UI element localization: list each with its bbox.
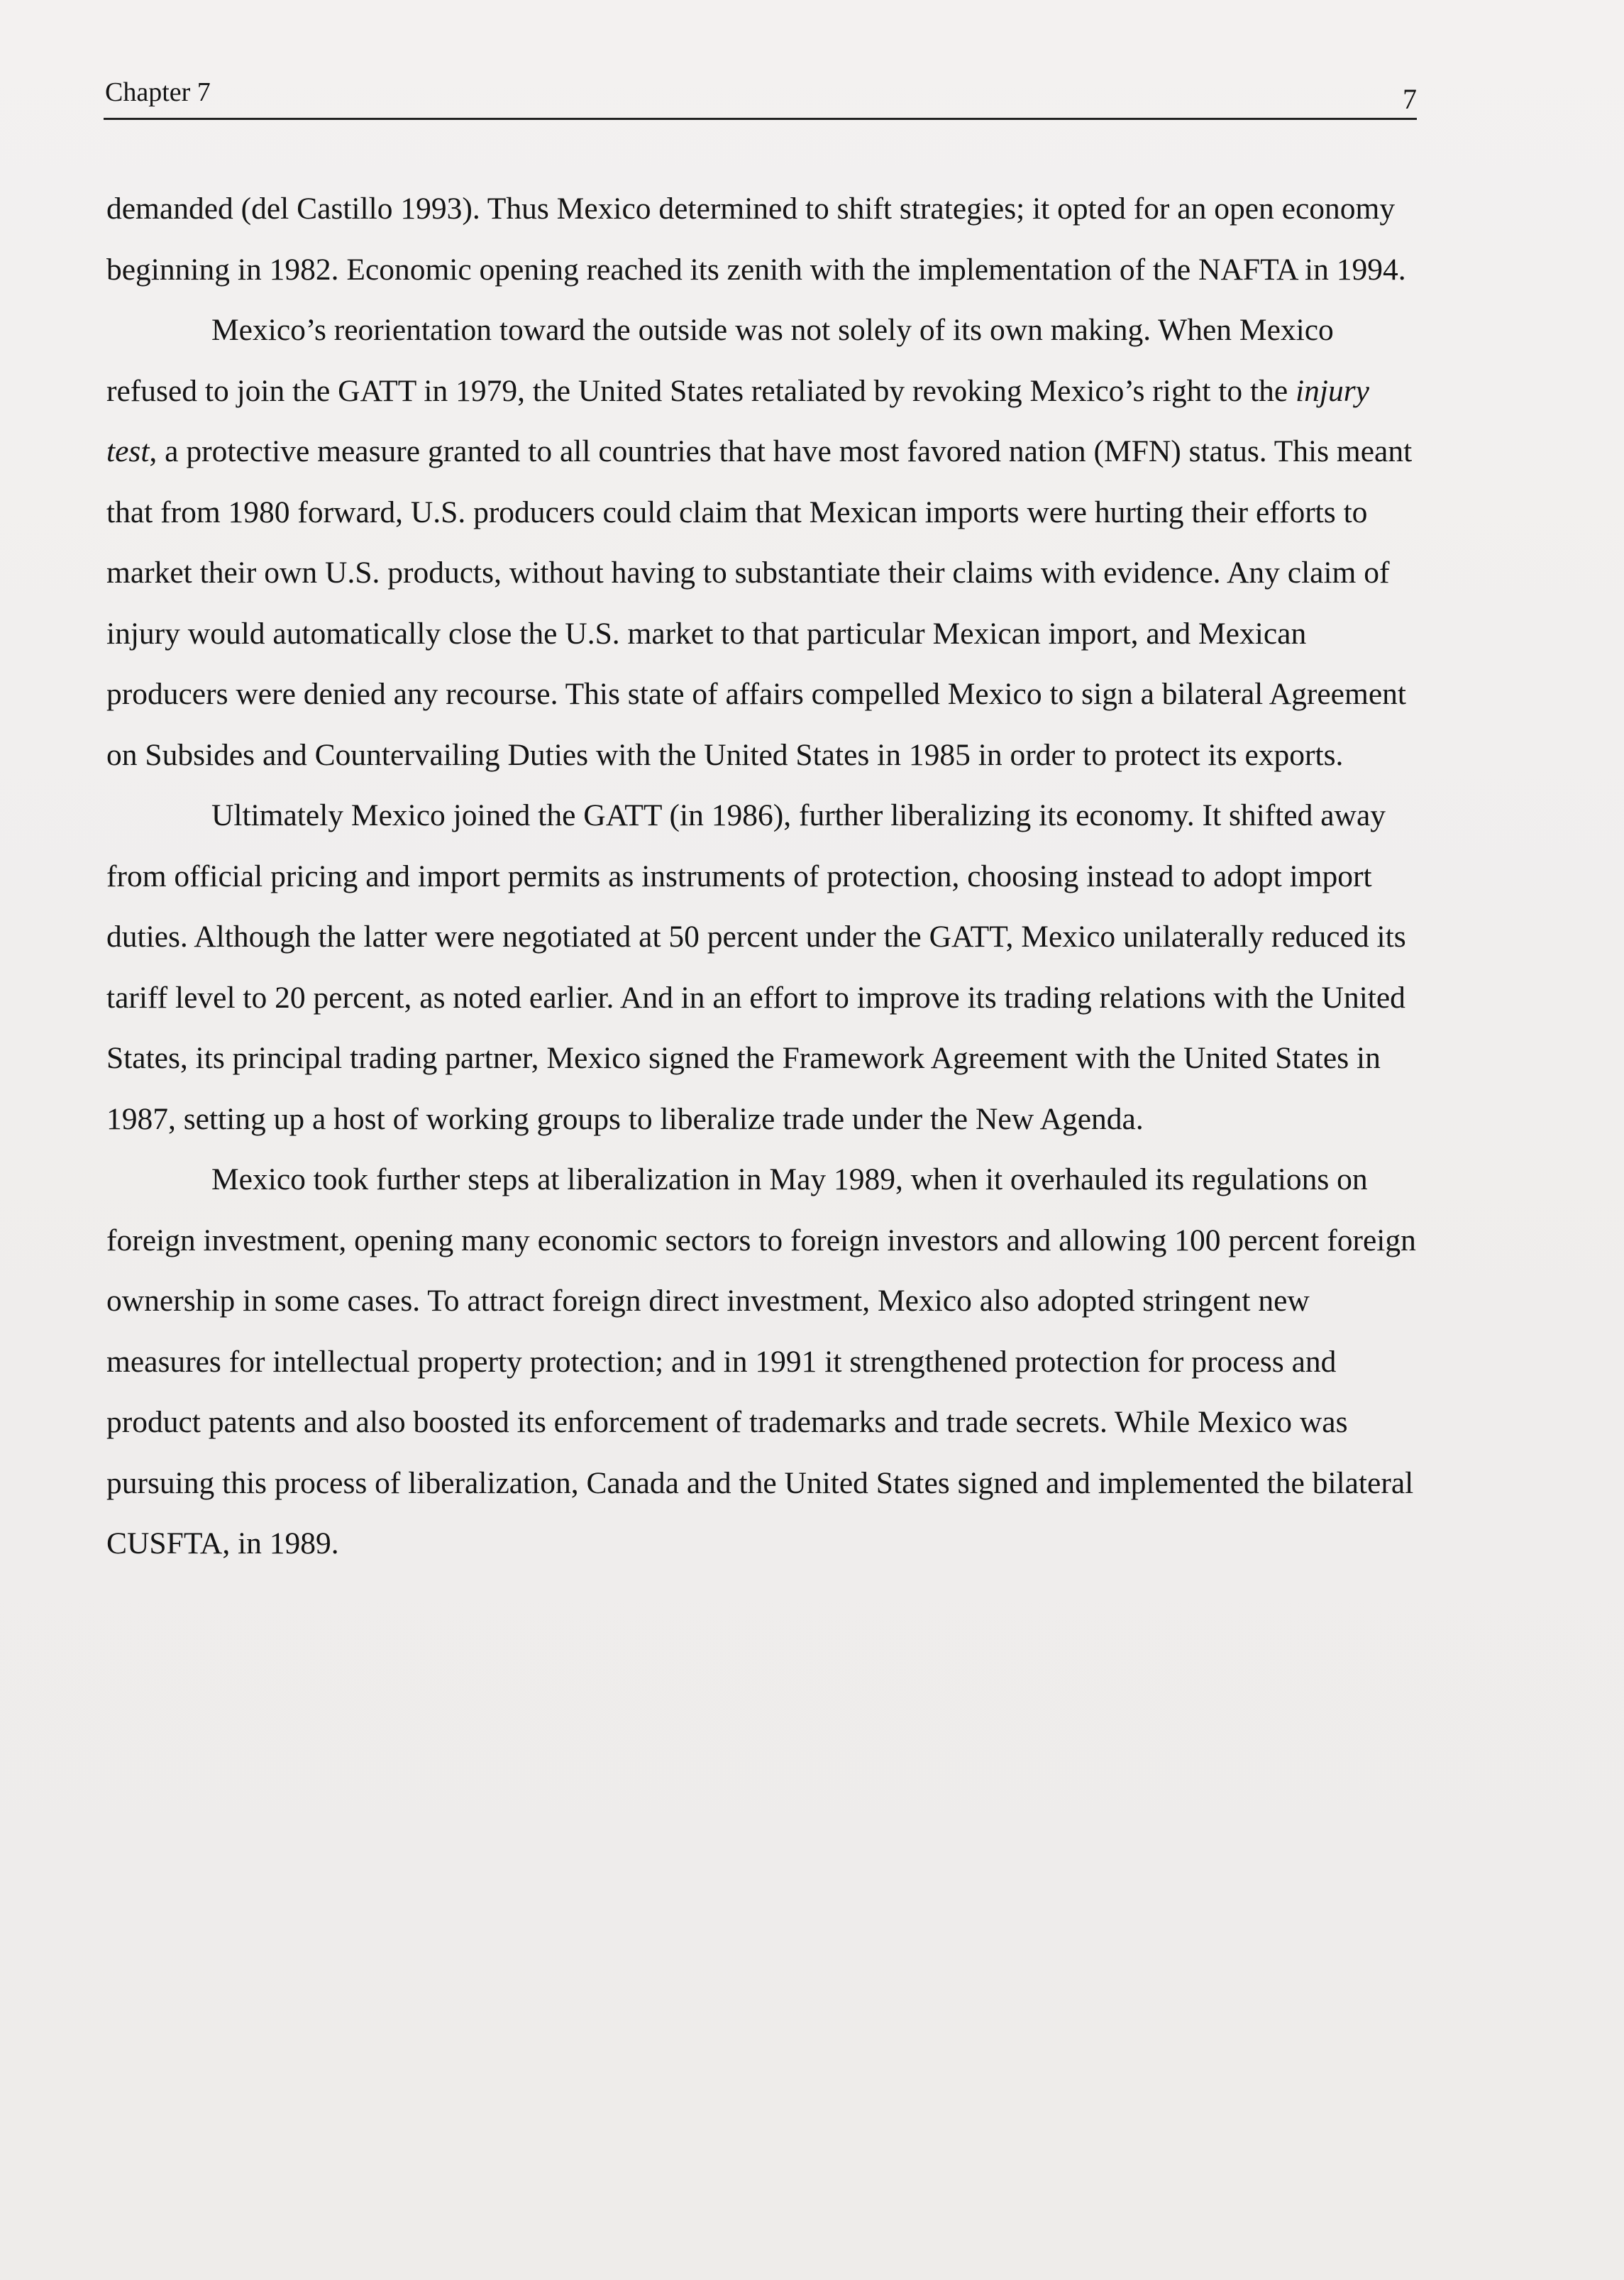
page-number: 7 [1403,83,1417,115]
paragraph-2-text-before: Mexico’s reorientation toward the outside was not solely of its own making. When Mexico refused to join the GATT in 1979, the United States retaliated by revoking Mexico’s right to the [106,313,1334,408]
paragraph-2-text-after: , a protective measure granted to all countries that have most favored nation (MFN) status. This meant that from 1980 forward, U.S. producers could claim that Mexican imports were hurting their efforts to market their own U.S. products, without having to substantiate their claims with evidence. Any claim of injury would automatically close the U.S. market to that particular Mexican import, and Mexican producers were denied any recourse. This state of affairs compelled Mexico to sign a bilateral Agreement on Subsides and Countervailing Duties with the United States in 1985 in order to protect its exports. [106,434,1413,772]
body-text [106,179,1426,1575]
running-head: Chapter 7 [105,77,211,107]
paragraph-2 [106,300,1426,786]
paragraph-3: Ultimately Mexico joined the GATT (in 1986), further liberalizing its economy. It shifted away from official pricing and import permits as instruments of protection, choosing instead to adopt import duties. Although the latter were negotiated at 50 percent under the GATT, Mexico unilaterally reduced its tariff level to 20 percent, as noted earlier. And in an effort to improve its trading relations with the United States, its principal trading partner, Mexico signed the Framework Agreement with the United States in 1987, setting up a host of working groups to liberalize trade under the New Agenda. [106,798,1406,1136]
paragraph-1: demanded (del Castillo 1993). Thus Mexico determined to shift strategies; it opted for an open economy beginning in 1982. Economic opening reached its zenith with the implementation of the NAFTA in 1994. [106,192,1406,287]
paragraph-4: Mexico took further steps at liberalization in May 1989, when it overhauled its regulations on foreign investment, opening many economic sectors to foreign investors and allowing 100 percent foreign ownership in some cases. To attract foreign direct investment, Mexico also adopted stringent new measures for intellectual property protection; and in 1991 it strengthened protection for process and product patents and also boosted its enforcement of trademarks and trade secrets. While Mexico was pursuing this process of liberalization, Canada and the United States signed and implemented the bilateral CUSFTA, in 1989. [106,1162,1416,1560]
paragraph-2-emphasis: injury test [106,373,1369,468]
header-rule [104,118,1417,120]
